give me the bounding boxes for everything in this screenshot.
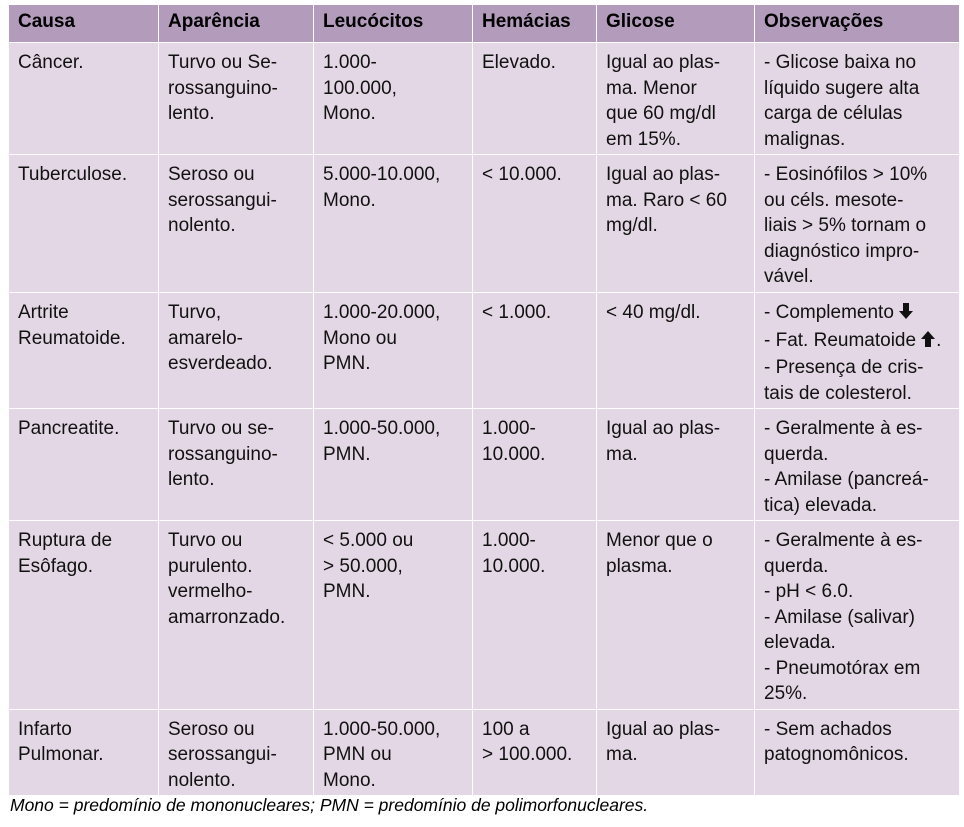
cell-line: Turvo ou se- (168, 418, 274, 439)
cell-leucocitos (314, 155, 473, 293)
cell-line: Seroso ou (168, 164, 255, 185)
table-row (9, 293, 960, 409)
cell-line: 25%. (764, 683, 808, 704)
cell-line: Menor que o (606, 530, 713, 551)
cell-aparencia (159, 709, 314, 796)
cell-causa (9, 409, 159, 521)
cell-glicose (597, 409, 755, 521)
cell-line: ma. Menor (606, 77, 697, 99)
cell-line: < 10.000. (482, 164, 562, 185)
cell-line: 100 a (482, 718, 530, 740)
cell-hemacias (473, 521, 597, 710)
cell-line: liais > 5% tornam o (764, 215, 927, 236)
cell-observacoes (755, 293, 960, 409)
cell-line: Ruptura de (18, 530, 113, 551)
cell-glicose (597, 293, 755, 409)
cell-leucocitos (314, 43, 473, 155)
cell-line: que 60 mg/dl (606, 103, 716, 124)
cell-causa (9, 709, 159, 796)
cell-line: - Eosinófilos > 10% (764, 164, 928, 185)
cell-line: Turvo ou (168, 530, 243, 551)
cell-hemacias (473, 293, 597, 409)
header-glicose: Glicose (597, 5, 755, 43)
cell-line: em 15%. (606, 128, 681, 150)
cell-line: Mono ou (323, 327, 397, 349)
cell-hemacias (473, 709, 597, 796)
cell-line: - Amilase (salivar) (764, 606, 915, 628)
cell-line: carga de células (764, 103, 903, 124)
header-leucocitos: Leucócitos (314, 5, 473, 43)
cell-line: ma. (606, 443, 638, 465)
pleural-fluid-table (8, 4, 960, 796)
cell-line: - Geralmente à es- (764, 418, 923, 439)
cell-line: > 100.000. (482, 744, 573, 765)
table-row (9, 709, 960, 796)
cell-glicose (597, 155, 755, 293)
cell-line: purulento. (168, 555, 253, 577)
cell-aparencia (159, 409, 314, 521)
cell-line: 1.000- (482, 418, 536, 439)
cell-aparencia (159, 521, 314, 710)
cell-line: plasma. (606, 555, 673, 577)
cell-line: amarelo- (168, 327, 243, 349)
cell-line: ma. (606, 744, 638, 765)
cell-hemacias (473, 43, 597, 155)
cell-line: rossanguino- (168, 77, 278, 99)
cell-line: vável. (764, 266, 814, 287)
cell-line: - Geralmente à es- (764, 530, 923, 551)
cell-line: 10.000. (482, 443, 546, 465)
cell-line: Igual ao plas- (606, 52, 721, 73)
cell-line: - Fat. Reumatoide (764, 329, 917, 351)
cell-line: > 50.000, (323, 555, 403, 577)
cell-glicose (597, 521, 755, 710)
cell-line: Esôfago. (18, 555, 93, 577)
cell-line: diagnóstico impro- (764, 240, 920, 262)
cell-line: tais de colesterol. (764, 382, 912, 404)
header-causa: Causa (9, 5, 159, 43)
cell-line: - Glicose baixa no (764, 52, 917, 73)
header-observacoes: Observações (755, 5, 960, 43)
cell-line: mg/dl. (606, 215, 658, 236)
cell-line: vermelho- (168, 581, 253, 602)
cell-causa (9, 155, 159, 293)
cell-line: Igual ao plas- (606, 718, 721, 740)
cell-observacoes (755, 43, 960, 155)
cell-line: 1.000-20.000, (323, 302, 441, 323)
cell-line: < 40 mg/dl. (606, 302, 701, 323)
down-arrow-icon (898, 302, 914, 328)
cell-line: 1.000-50.000, (323, 718, 441, 740)
cell-line: ou céls. mesote- (764, 189, 904, 211)
cell-observacoes (755, 521, 960, 710)
cell-line: querda. (764, 555, 829, 577)
cell-line: - Sem achados (764, 718, 892, 740)
cell-line: elevada. (764, 632, 836, 653)
cell-line: 1.000-50.000, (323, 418, 441, 439)
cell-line: Seroso ou (168, 718, 255, 740)
cell-line: Mono. (323, 769, 376, 791)
cell-line: - Amilase (pancreá- (764, 469, 929, 490)
table-header-row (9, 5, 960, 43)
cell-line: - Pneumotórax em (764, 657, 921, 679)
cell-line: Artrite (18, 302, 69, 323)
cell-line: esverdeado. (168, 353, 273, 374)
cell-causa (9, 43, 159, 155)
cell-line: PMN. (323, 353, 371, 374)
cell-line: PMN ou (323, 744, 392, 765)
cell-glicose (597, 43, 755, 155)
cell-line: 1.000- (482, 530, 536, 551)
cell-line: Infarto (18, 718, 72, 740)
table-row (9, 43, 960, 155)
cell-hemacias (473, 409, 597, 521)
cell-line: Elevado. (482, 52, 556, 73)
cell-line: lento. (168, 469, 215, 490)
table-row (9, 521, 960, 710)
cell-line: serossangui- (168, 189, 277, 211)
cell-aparencia (159, 43, 314, 155)
cell-line: patognomônicos. (764, 744, 909, 765)
cell-aparencia (159, 155, 314, 293)
cell-aparencia (159, 293, 314, 409)
cell-line: Pulmonar. (18, 744, 104, 765)
header-aparencia: Aparência (159, 5, 314, 43)
cell-leucocitos (314, 293, 473, 409)
table-row (9, 409, 960, 521)
cell-line: - pH < 6.0. (764, 581, 854, 602)
cell-line: Igual ao plas- (606, 164, 721, 185)
cell-line: 100.000, (323, 77, 397, 99)
cell-line: ma. Raro < 60 (606, 189, 727, 211)
header-hemacias: Hemácias (473, 5, 597, 43)
cell-line: 10.000. (482, 555, 546, 577)
cell-causa (9, 293, 159, 409)
cell-observacoes (755, 155, 960, 293)
cell-line: PMN. (323, 443, 371, 465)
cell-line: 1.000- (323, 52, 377, 73)
cell-line: 5.000-10.000, (323, 164, 441, 185)
cell-line: querda. (764, 443, 829, 465)
cell-line: Turvo ou Se- (168, 52, 278, 73)
cell-line: tica) elevada. (764, 494, 878, 516)
cell-line: rossanguino- (168, 443, 278, 465)
cell-line: Câncer. (18, 52, 84, 73)
cell-line: Reumatoide. (18, 327, 126, 349)
cell-line: - Complemento (764, 302, 894, 323)
cell-line: Mono. (323, 189, 376, 211)
cell-line: < 1.000. (482, 302, 552, 323)
cell-line: lento. (168, 103, 215, 124)
cell-line: Turvo, (168, 302, 222, 323)
cell-hemacias (473, 155, 597, 293)
cell-line: Mono. (323, 103, 376, 124)
cell-line: Igual ao plas- (606, 418, 721, 439)
cell-observacoes (755, 409, 960, 521)
cell-line: nolento. (168, 769, 236, 791)
cell-line: PMN. (323, 581, 371, 602)
cell-causa (9, 521, 159, 710)
cell-leucocitos (314, 521, 473, 710)
cell-line: < 5.000 ou (323, 530, 414, 551)
cell-leucocitos (314, 409, 473, 521)
cell-line: - Presença de cris- (764, 357, 924, 378)
table-row (9, 155, 960, 293)
cell-line: líquido sugere alta (764, 77, 920, 99)
cell-line: Tuberculose. (18, 164, 128, 185)
cell-line: serossangui- (168, 744, 277, 765)
cell-glicose (597, 709, 755, 796)
cell-line: Pancreatite. (18, 418, 120, 439)
cell-line: nolento. (168, 215, 236, 236)
cell-line: amarronzado. (168, 606, 286, 628)
up-arrow-icon (920, 330, 936, 356)
period: . (936, 329, 942, 351)
cell-leucocitos (314, 709, 473, 796)
cell-observacoes (755, 709, 960, 796)
cell-line: malignas. (764, 128, 846, 150)
footnote: Mono = predomínio de mononucleares; PMN = predomínio de polimorfonucleares. (10, 795, 649, 815)
